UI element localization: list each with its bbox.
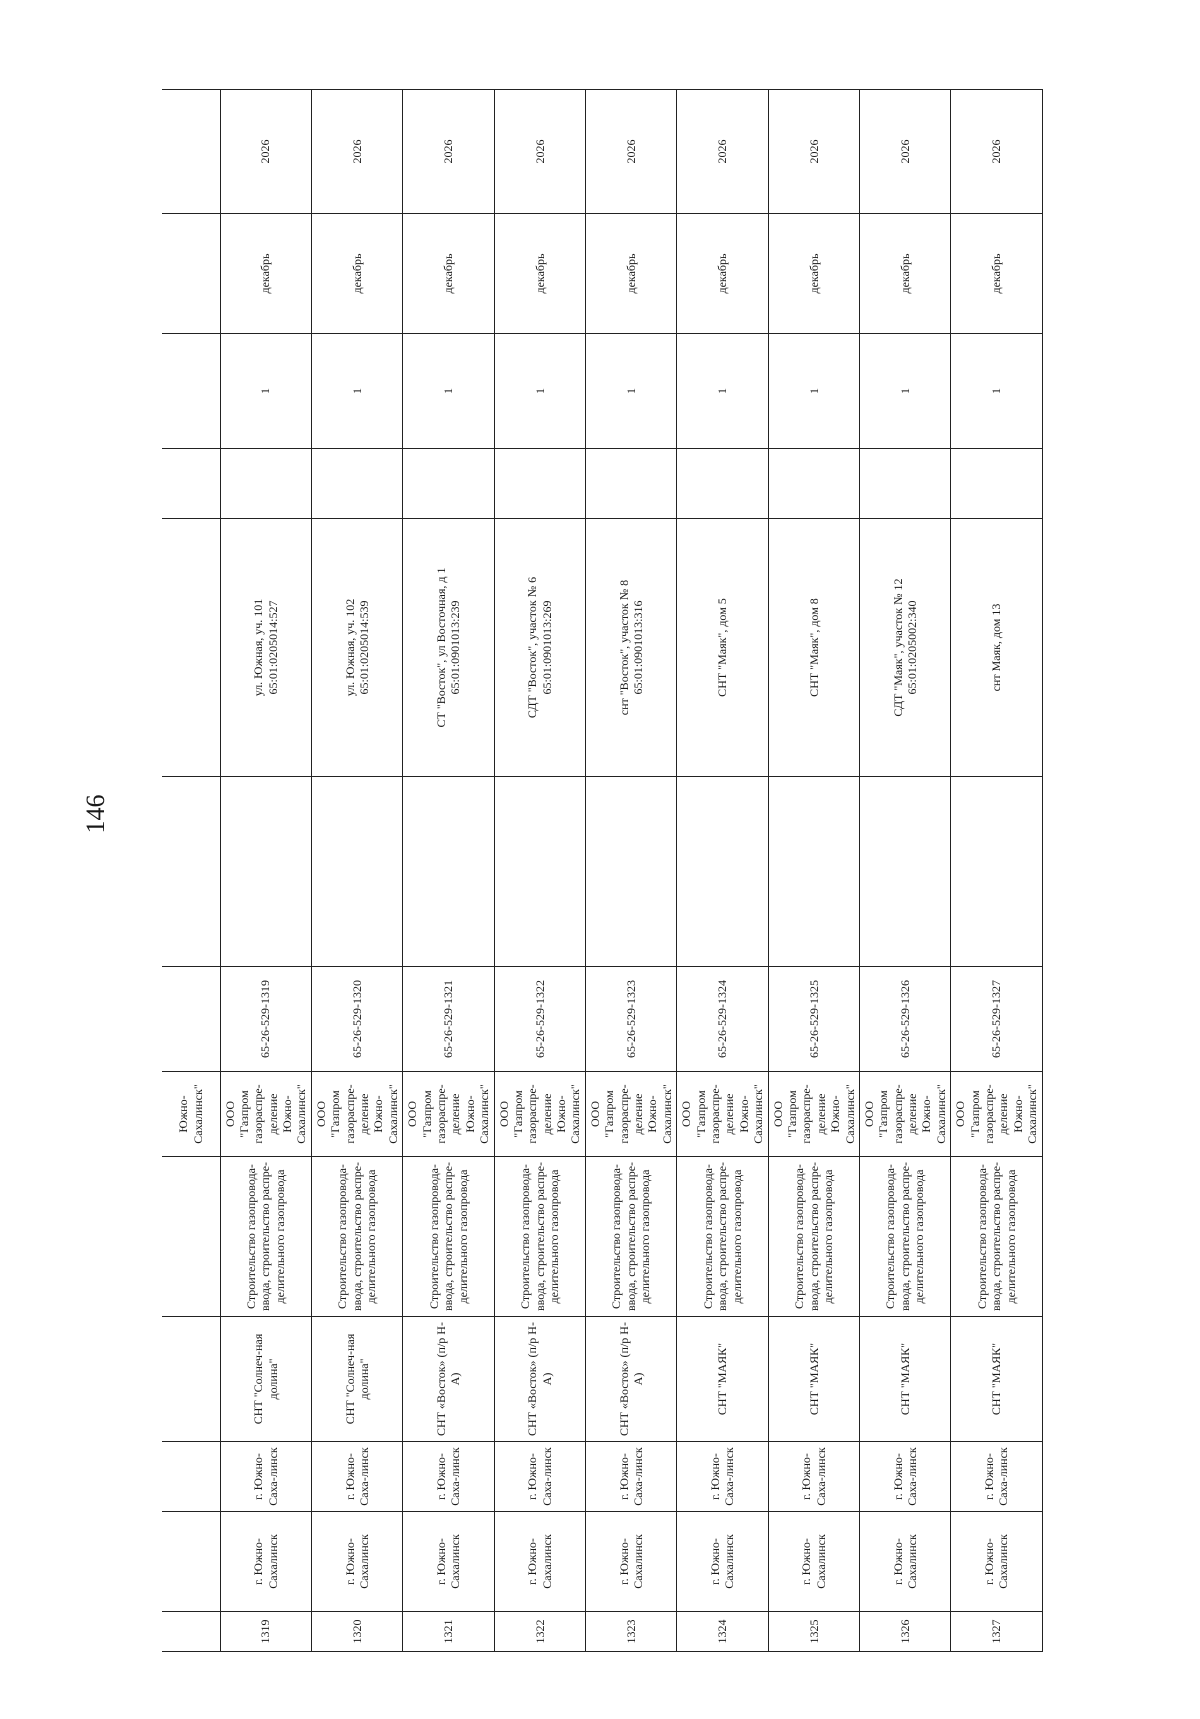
address-cell — [494, 519, 585, 777]
organization-cell: ООО "Газпром газораспре-деление Южно-Сахалинск" — [403, 1072, 494, 1157]
document-table-frame — [162, 90, 1040, 1652]
empty-cell — [585, 777, 676, 967]
application-code-cell: 65-26-529-1327 — [951, 967, 1042, 1072]
year-cell: 2026 — [859, 90, 950, 214]
empty-cell — [311, 449, 402, 519]
table-cell — [162, 1512, 220, 1612]
cadastral-number: 65:01:0205002:340 — [905, 600, 920, 695]
empty-cell — [951, 449, 1042, 519]
table-cell — [162, 1612, 220, 1652]
city-cell: г. Южно-Саха-линск — [403, 1442, 494, 1512]
application-code-cell: 65-26-529-1326 — [859, 967, 950, 1072]
table-row — [585, 90, 676, 1652]
continuation-row — [162, 90, 220, 1652]
year-cell: 2026 — [677, 90, 768, 214]
city-cell: г. Южно-Саха-линск — [494, 1442, 585, 1512]
month-cell: декабрь — [403, 214, 494, 334]
table-row — [403, 90, 494, 1652]
table-row — [768, 90, 859, 1652]
page-number: 146 — [81, 794, 110, 834]
table-cell — [162, 449, 220, 519]
quantity-cell: 1 — [951, 334, 1042, 449]
table-row — [951, 90, 1042, 1652]
month-cell: декабрь — [494, 214, 585, 334]
snt-cell: СНТ "МАЯК" — [859, 1317, 950, 1442]
month-cell: декабрь — [585, 214, 676, 334]
organization-cell: ООО "Газпром газораспре-деление Южно-Сахалинск" — [585, 1072, 676, 1157]
city-cell: г. Южно-Саха-линск — [768, 1442, 859, 1512]
address-line: СТ "Восток", ул Восточная, д 1 — [433, 567, 448, 728]
org-continuation-cell: Южно-Сахалинск" — [162, 1072, 220, 1157]
quantity-cell: 1 — [677, 334, 768, 449]
quantity-cell: 1 — [859, 334, 950, 449]
quantity-cell: 1 — [220, 334, 311, 449]
row-number-cell: 1324 — [677, 1612, 768, 1652]
city-cell: г. Южно-Саха-линск — [951, 1442, 1042, 1512]
table-cell — [162, 1442, 220, 1512]
table-cell — [162, 90, 220, 214]
cadastral-number: 65:01:0901013:239 — [448, 600, 463, 695]
table-cell — [162, 967, 220, 1072]
address-cell — [311, 519, 402, 777]
locality-cell: г. Южно-Сахалинск — [677, 1512, 768, 1612]
application-code-cell: 65-26-529-1325 — [768, 967, 859, 1072]
snt-cell: СНТ «Восток» (п/р Н-А) — [403, 1317, 494, 1442]
empty-cell — [768, 777, 859, 967]
empty-cell — [311, 777, 402, 967]
quantity-cell: 1 — [403, 334, 494, 449]
empty-cell — [951, 777, 1042, 967]
application-code-cell: 65-26-529-1324 — [677, 967, 768, 1072]
month-cell: декабрь — [311, 214, 402, 334]
empty-cell — [859, 777, 950, 967]
work-type-cell: Строительство газопровода-ввода, строительство распре-делительного газопровода — [494, 1157, 585, 1317]
locality-cell: г. Южно-Сахалинск — [951, 1512, 1042, 1612]
locality-cell: г. Южно-Сахалинск — [494, 1512, 585, 1612]
work-type-cell: Строительство газопровода-ввода, строительство распре-делительного газопровода — [585, 1157, 676, 1317]
work-type-cell: Строительство газопровода-ввода, строительство распре-делительного газопровода — [951, 1157, 1042, 1317]
snt-cell: СНТ "МАЯК" — [951, 1317, 1042, 1442]
work-type-cell: Строительство газопровода-ввода, строительство распре-делительного газопровода — [859, 1157, 950, 1317]
organization-cell: ООО "Газпром газораспре-деление Южно-Сахалинск" — [951, 1072, 1042, 1157]
empty-cell — [494, 449, 585, 519]
month-cell: декабрь — [677, 214, 768, 334]
application-code-cell: 65-26-529-1323 — [585, 967, 676, 1072]
quantity-cell: 1 — [494, 334, 585, 449]
empty-cell — [859, 449, 950, 519]
address-line: СДТ "Восток", участок № 6 — [525, 576, 540, 719]
snt-cell: СНТ «Восток» (п/р Н-А) — [494, 1317, 585, 1442]
address-line: ул. Южная, уч. 102 — [342, 598, 357, 697]
address-line: СДТ "Маяк", участок № 12 — [890, 578, 905, 717]
locality-cell: г. Южно-Сахалинск — [585, 1512, 676, 1612]
work-type-cell: Строительство газопровода-ввода, строительство распре-делительного газопровода — [677, 1157, 768, 1317]
empty-cell — [677, 449, 768, 519]
locality-cell: г. Южно-Сахалинск — [859, 1512, 950, 1612]
row-number-cell: 1322 — [494, 1612, 585, 1652]
quantity-cell: 1 — [311, 334, 402, 449]
table-row — [220, 90, 311, 1652]
empty-cell — [494, 777, 585, 967]
work-type-cell: Строительство газопровода-ввода, строительство распре-делительного газопровода — [768, 1157, 859, 1317]
application-code-cell: 65-26-529-1322 — [494, 967, 585, 1072]
month-cell: декабрь — [859, 214, 950, 334]
row-number-cell: 1323 — [585, 1612, 676, 1652]
row-number-cell: 1327 — [951, 1612, 1042, 1652]
snt-cell: СНТ "Солнеч-ная долина" — [311, 1317, 402, 1442]
locality-cell: г. Южно-Сахалинск — [403, 1512, 494, 1612]
empty-cell — [403, 449, 494, 519]
application-code-cell: 65-26-529-1321 — [403, 967, 494, 1072]
address-line: СНТ "Маяк", дом 8 — [806, 598, 821, 697]
year-cell: 2026 — [951, 90, 1042, 214]
city-cell: г. Южно-Саха-линск — [859, 1442, 950, 1512]
year-cell: 2026 — [220, 90, 311, 214]
month-cell: декабрь — [951, 214, 1042, 334]
month-cell: декабрь — [220, 214, 311, 334]
gasification-schedule-table — [162, 89, 1043, 1652]
cadastral-number: 65:01:0901013:316 — [631, 600, 646, 695]
address-line: снт Маяк, дом 13 — [989, 603, 1004, 692]
application-code-cell: 65-26-529-1319 — [220, 967, 311, 1072]
address-line: ул. Южная, уч. 101 — [251, 598, 266, 697]
organization-cell: ООО "Газпром газораспре-деление Южно-Сахалинск" — [311, 1072, 402, 1157]
year-cell: 2026 — [494, 90, 585, 214]
empty-cell — [220, 449, 311, 519]
table-cell — [162, 214, 220, 334]
cadastral-number: 65:01:0205014:527 — [265, 600, 280, 695]
snt-cell: СНТ "МАЯК" — [677, 1317, 768, 1442]
table-cell — [162, 519, 220, 777]
empty-cell — [220, 777, 311, 967]
table-row — [311, 90, 402, 1652]
application-code-cell: 65-26-529-1320 — [311, 967, 402, 1072]
city-cell: г. Южно-Саха-линск — [220, 1442, 311, 1512]
year-cell: 2026 — [585, 90, 676, 214]
empty-cell — [403, 777, 494, 967]
year-cell: 2026 — [311, 90, 402, 214]
quantity-cell: 1 — [768, 334, 859, 449]
organization-cell: ООО "Газпром газораспре-деление Южно-Сахалинск" — [677, 1072, 768, 1157]
address-cell — [403, 519, 494, 777]
address-cell — [677, 519, 768, 777]
city-cell: г. Южно-Саха-линск — [585, 1442, 676, 1512]
empty-cell — [768, 449, 859, 519]
table-cell — [162, 1317, 220, 1442]
row-number-cell: 1320 — [311, 1612, 402, 1652]
address-cell — [585, 519, 676, 777]
organization-cell: ООО "Газпром газораспре-деление Южно-Сахалинск" — [768, 1072, 859, 1157]
city-cell: г. Южно-Саха-линск — [677, 1442, 768, 1512]
snt-cell: СНТ «Восток» (п/р Н-А) — [585, 1317, 676, 1442]
row-number-cell: 1325 — [768, 1612, 859, 1652]
work-type-cell: Строительство газопровода-ввода, строительство распре-делительного газопровода — [220, 1157, 311, 1317]
address-line: СНТ "Маяк", дом 5 — [715, 598, 730, 697]
table-cell — [162, 334, 220, 449]
organization-cell: ООО "Газпром газораспре-деление Южно-Сахалинск" — [220, 1072, 311, 1157]
row-number-cell: 1321 — [403, 1612, 494, 1652]
year-cell: 2026 — [768, 90, 859, 214]
table-row — [677, 90, 768, 1652]
empty-cell — [677, 777, 768, 967]
empty-cell — [585, 449, 676, 519]
table-cell — [162, 1157, 220, 1317]
row-number-cell: 1319 — [220, 1612, 311, 1652]
locality-cell: г. Южно-Сахалинск — [220, 1512, 311, 1612]
table-cell — [162, 777, 220, 967]
locality-cell: г. Южно-Сахалинск — [311, 1512, 402, 1612]
address-cell — [220, 519, 311, 777]
address-cell — [951, 519, 1042, 777]
month-cell: декабрь — [768, 214, 859, 334]
quantity-cell: 1 — [585, 334, 676, 449]
row-number-cell: 1326 — [859, 1612, 950, 1652]
city-cell: г. Южно-Саха-линск — [311, 1442, 402, 1512]
table-row — [494, 90, 585, 1652]
address-line: снт "Восток", участок № 8 — [616, 579, 631, 716]
address-cell — [859, 519, 950, 777]
locality-cell: г. Южно-Сахалинск — [768, 1512, 859, 1612]
cadastral-number: 65:01:0205014:539 — [357, 600, 372, 695]
address-cell — [768, 519, 859, 777]
organization-cell: ООО "Газпром газораспре-деление Южно-Сахалинск" — [494, 1072, 585, 1157]
snt-cell: СНТ "Солнеч-ная долина" — [220, 1317, 311, 1442]
table-row — [859, 90, 950, 1652]
year-cell: 2026 — [403, 90, 494, 214]
work-type-cell: Строительство газопровода-ввода, строительство распре-делительного газопровода — [403, 1157, 494, 1317]
work-type-cell: Строительство газопровода-ввода, строительство распре-делительного газопровода — [311, 1157, 402, 1317]
organization-cell: ООО "Газпром газораспре-деление Южно-Сахалинск" — [859, 1072, 950, 1157]
cadastral-number: 65:01:0901013:269 — [539, 600, 554, 695]
snt-cell: СНТ "МАЯК" — [768, 1317, 859, 1442]
